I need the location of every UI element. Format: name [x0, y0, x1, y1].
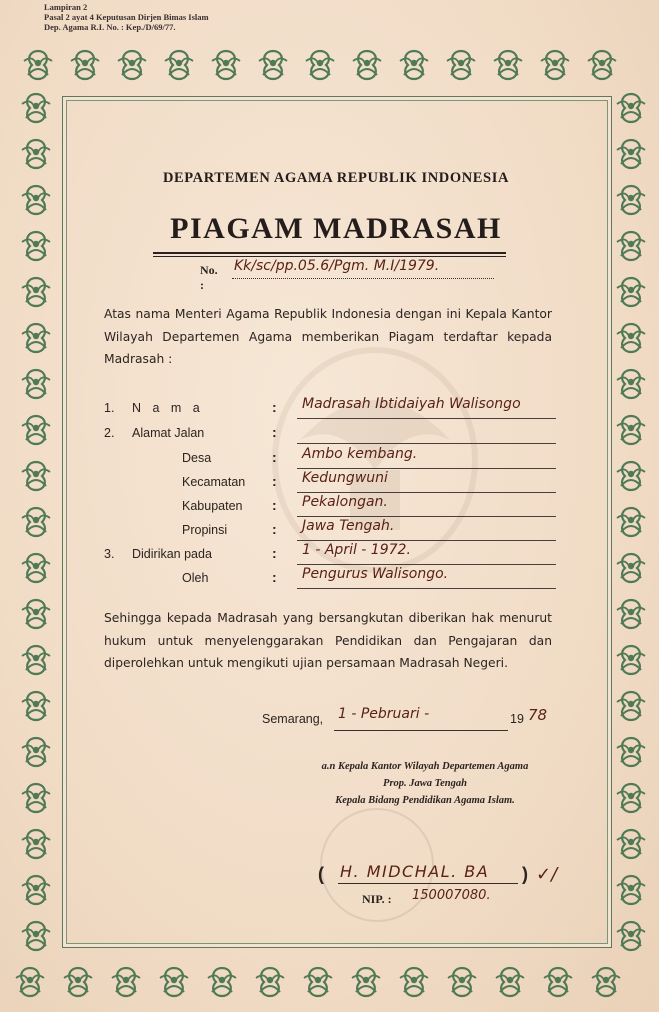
- field-line: [297, 492, 556, 493]
- border-left: [8, 90, 64, 956]
- field-label: Desa: [182, 451, 212, 465]
- field-colon: :: [272, 399, 277, 415]
- signature-line-1: a.n Kepala Kantor Wilayah Departemen Agama: [321, 761, 529, 772]
- field-line: [297, 516, 556, 517]
- issue-date: [262, 708, 562, 734]
- field-value: Ambo kembang.: [302, 446, 418, 462]
- field-row: [104, 446, 556, 468]
- field-number: 3.: [104, 547, 115, 561]
- number-dotted-line: [232, 278, 494, 279]
- field-value: 1 - April - 1972.: [302, 542, 411, 558]
- field-row: [104, 396, 556, 418]
- field-row: [104, 470, 556, 492]
- signer-open-paren: (: [318, 864, 324, 884]
- field-line: [297, 418, 556, 419]
- field-colon: :: [272, 497, 277, 513]
- field-colon: :: [272, 545, 277, 561]
- signer-close-paren: ): [522, 864, 528, 884]
- closing-paragraph: Sehingga kepada Madrasah yang bersangkutan diberikan hak menurut hukum untuk menyelenggarakan Pendidikan dan Pengajaran dan diperolehkan untuk mengikuti ujian persamaan Madrasah Negeri.: [104, 611, 552, 670]
- field-label: Propinsi: [182, 523, 228, 537]
- field-label: Kecamatan: [182, 475, 246, 489]
- field-line: [297, 540, 556, 541]
- signer-underline: [338, 883, 518, 884]
- field-row: [104, 494, 556, 516]
- field-line: [297, 564, 556, 565]
- field-label: Oleh: [182, 571, 209, 585]
- document-title: PIAGAM MADRASAH: [170, 212, 502, 245]
- field-row: [104, 542, 556, 564]
- ministry-heading: DEPARTEMEN AGAMA REPUBLIK INDONESIA: [162, 170, 510, 186]
- border-bottom: [10, 956, 650, 1008]
- field-colon: :: [272, 424, 277, 440]
- field-colon: :: [272, 521, 277, 537]
- year-handwritten: 78: [528, 706, 548, 724]
- signer-name: H. MIDCHAL. BA: [340, 862, 490, 881]
- nip-label: NIP. :: [362, 892, 392, 906]
- field-row: [104, 566, 556, 588]
- date-city: Semarang,: [262, 712, 324, 726]
- number-value: Kk/sc/pp.05.6/Pgm. M.I/1979.: [234, 258, 440, 274]
- field-value: Pekalongan.: [302, 494, 388, 510]
- field-value: Madrasah Ibtidaiyah Walisongo: [302, 396, 521, 412]
- field-colon: :: [272, 569, 277, 585]
- field-row: [104, 421, 556, 443]
- attachment-line-2: Pasal 2 ayat 4 Keputusan Dirjen Bimas Islam: [44, 12, 209, 22]
- field-value: Jawa Tengah.: [302, 518, 395, 534]
- nip-value: 150007080.: [412, 888, 491, 903]
- signature-mark: ✓/: [536, 864, 558, 885]
- field-value: Kedungwuni: [302, 470, 388, 486]
- field-line: [297, 468, 556, 469]
- field-label: Didirikan pada: [132, 547, 212, 561]
- attachment-line-1: Lampiran 2: [44, 2, 88, 12]
- signature-line-2: Prop. Jawa Tengah: [383, 778, 467, 789]
- title-underline: [153, 252, 506, 254]
- field-colon: :: [272, 473, 277, 489]
- field-label: Alamat Jalan: [132, 426, 205, 440]
- attachment-line-3: Dep. Agama R.I. No. : Kep./D/69/77.: [44, 22, 176, 32]
- border-right: [606, 90, 656, 956]
- date-value: 1 - Pebruari -: [338, 706, 430, 722]
- intro-paragraph: Atas nama Menteri Agama Republik Indonesia dengan ini Kepala Kantor Wilayah Departemen Agama memberikan Piagam terdaftar kepada Madrasah :: [104, 307, 552, 366]
- field-number: 2.: [104, 426, 115, 440]
- field-value: Pengurus Walisongo.: [302, 566, 449, 582]
- attachment-reference: [44, 2, 344, 32]
- number-label: No. :: [200, 263, 218, 292]
- date-line: [334, 730, 508, 731]
- border-top: [20, 40, 640, 90]
- year-printed: 19: [510, 712, 524, 726]
- field-row: [104, 518, 556, 540]
- field-label: Kabupaten: [182, 499, 243, 513]
- title-underline-thin: [153, 256, 506, 257]
- field-label: N a m a: [132, 401, 204, 415]
- signature-line-3: Kepala Bidang Pendidikan Agama Islam.: [335, 795, 515, 806]
- field-number: 1.: [104, 401, 115, 415]
- signature-block: [280, 758, 570, 809]
- field-line: [297, 588, 556, 589]
- nip: [362, 888, 562, 910]
- field-line: [297, 443, 556, 444]
- field-colon: :: [272, 449, 277, 465]
